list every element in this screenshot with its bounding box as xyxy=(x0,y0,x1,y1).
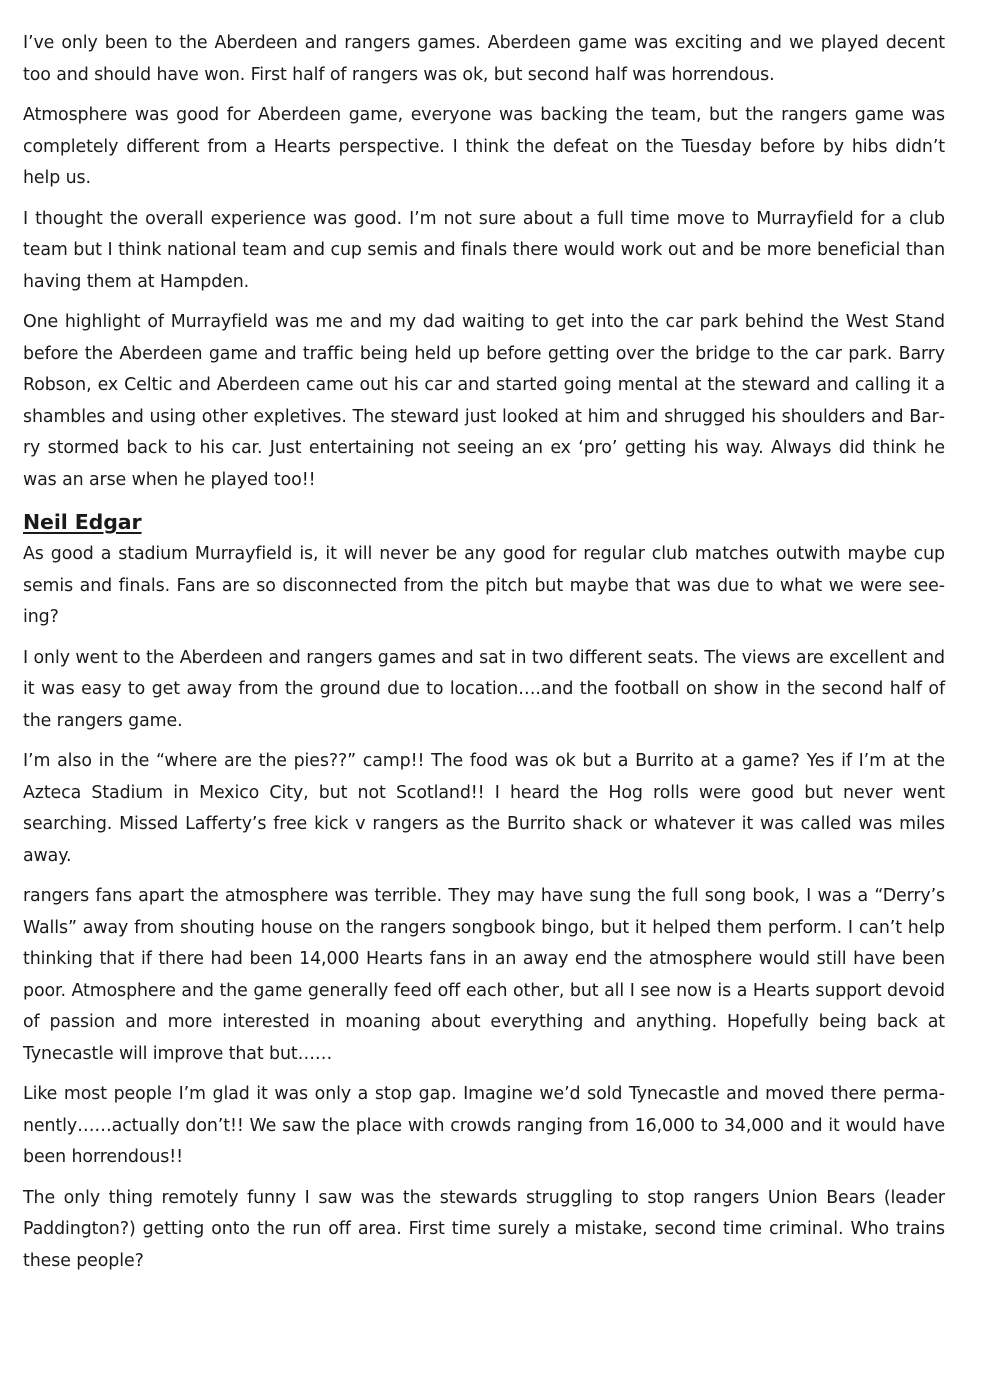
document-page xyxy=(23,28,945,1286)
paragraph: I’ve only been to the Aberdeen and rangers games. Aberdeen game was exciting and we played decent too and should have won. First half of rangers was ok, but second half was horrendous. xyxy=(23,33,945,85)
previous-contributor-section xyxy=(23,28,945,496)
paragraph: I thought the overall experience was good. I’m not sure about a full time move to Murrayfield for a club team but I think national team and cup semis and finals there would work out and be more beneficial than having them at Hampden. xyxy=(23,208,945,292)
paragraph: One highlight of Murrayfield was me and my dad waiting to get into the car park behind the West Stand before the Aberdeen game and traffic being held up before getting over the bridge to the car park. Barry Robson, ex Celtic and Aberdeen came out his car and started going mental at the steward and calling it a shambles and using other expletives. The steward just looked at him and shrugged his shoulders and Barry stormed back to his car. Just entertaining not seeing an ex ‘pro’ getting his way. Always did think he was an arse when he played too!! xyxy=(23,312,945,490)
paragraph: I’m also in the “where are the pies??” camp!! The food was ok but a Burrito at a game? Yes if I’m at the Azteca Stadium in Mexico City, but not Scotland!! I heard the Hog rolls were good but never went searching. Missed Lafferty’s free kick v rangers as the Burrito shack or whatever it was called was miles away. xyxy=(23,751,945,866)
paragraph: As good a stadium Murrayfield is, it will never be any good for regular club matches outwith maybe cup semis and finals. Fans are so disconnected from the pitch but maybe that was due to what we were seeing? xyxy=(23,544,945,627)
paragraph: rangers fans apart the atmosphere was terrible. They may have sung the full song book, I was a “Derry’s Walls” away from shouting house on the rangers songbook bingo, but it helped them perform. I can’t help thinking that if there had been 14,000 Hearts fans in an away end the atmosphere would still have been poor. Atmosphere and the game generally feed off each other, but all I see now is a Hearts support devoid of passion and more interested in moaning about everything and anything. Hopefully being back at Tynecastle will improve that but…… xyxy=(23,886,945,1064)
paragraph: Atmosphere was good for Aberdeen game, everyone was backing the team, but the rangers game was completely different from a Hearts perspective. I think the defeat on the Tuesday before by hibs didn’t help us. xyxy=(23,105,945,188)
neil-edgar-section xyxy=(23,505,945,1277)
paragraph: I only went to the Aberdeen and rangers games and sat in two different seats. The views are excellent and it was easy to get away from the ground due to location….and the football on show in the second half of the rangers game. xyxy=(23,647,945,731)
paragraph: The only thing remotely funny I saw was the stewards struggling to stop rangers Union Bears (leader Paddington?) getting onto the run off area. First time surely a mistake, second time criminal. Who trains these people? xyxy=(23,1187,945,1271)
author-heading: Neil Edgar xyxy=(23,510,142,534)
paragraph: Like most people I’m glad it was only a stop gap. Imagine we’d sold Tynecastle and moved there permanently……actually don’t!! We saw the place with crowds ranging from 16,000 to 34,000 and it would have been horrendous!! xyxy=(23,1084,945,1167)
